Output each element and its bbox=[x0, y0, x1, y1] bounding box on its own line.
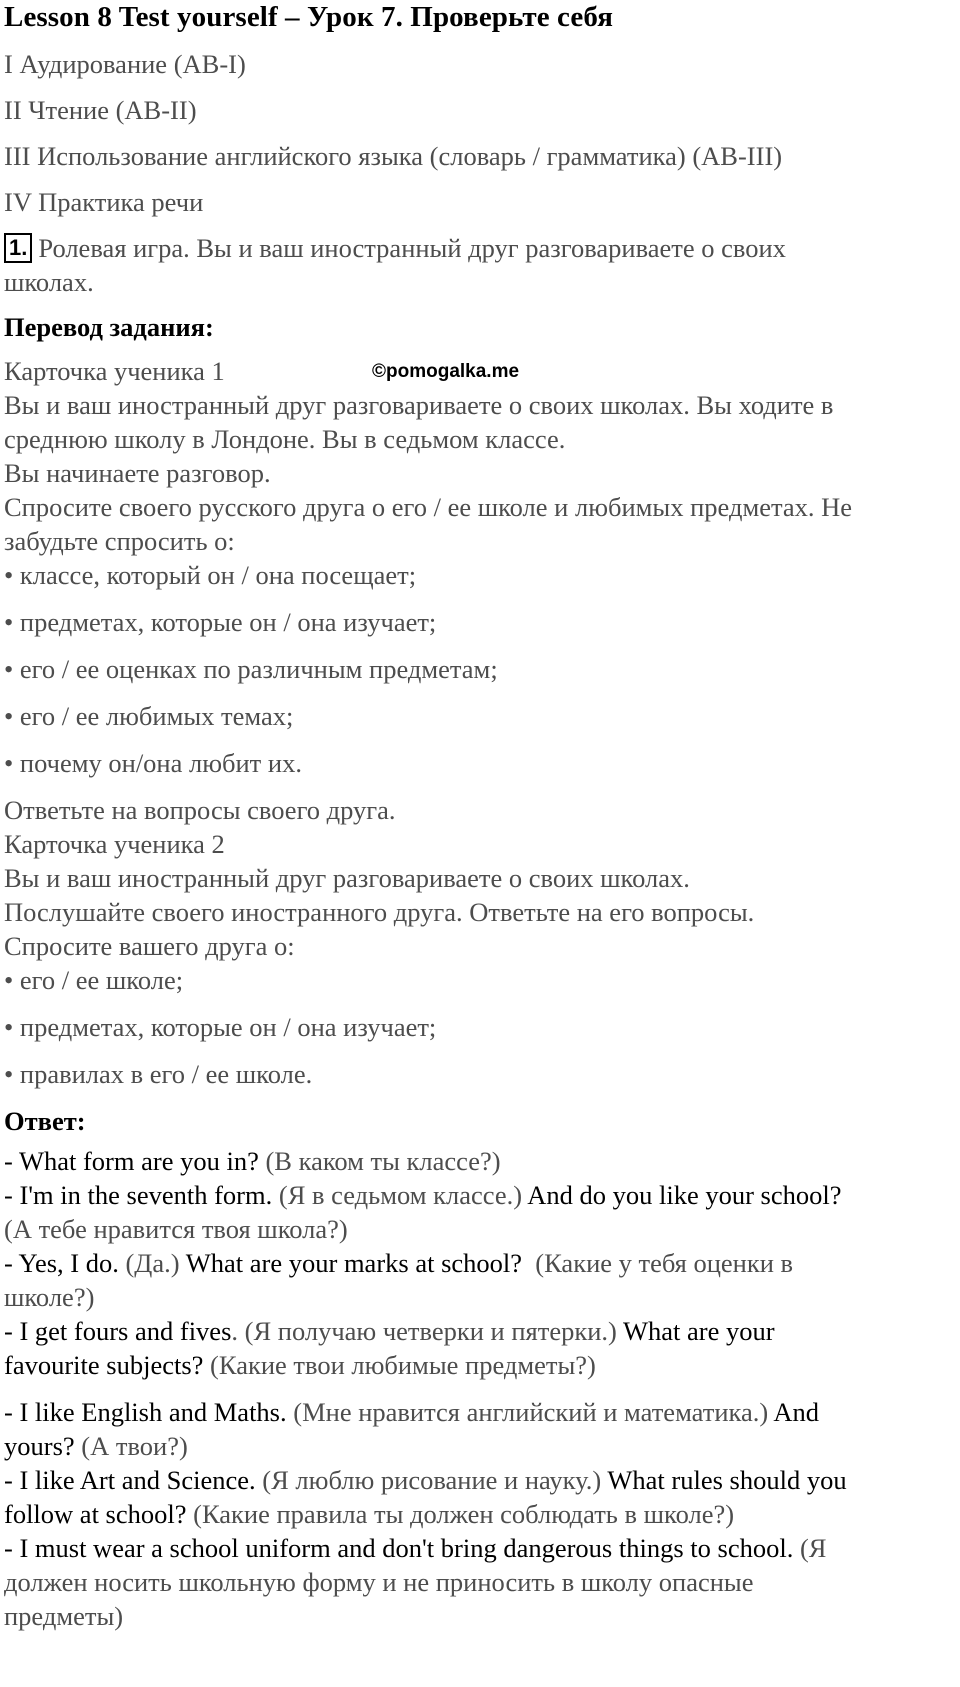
answer-header: Ответ: bbox=[4, 1106, 86, 1136]
card1-closing: Ответьте на вопросы своего друга. bbox=[4, 795, 396, 825]
answer-dialogue bbox=[4, 1144, 956, 1633]
dialogue-line bbox=[4, 1144, 956, 1178]
card2-line: Спросите вашего друга о: bbox=[4, 931, 295, 961]
dialogue-line bbox=[4, 1212, 956, 1246]
english-text: - I get fours and fives bbox=[4, 1316, 232, 1346]
russian-translation: (А тебе нравится твоя школа?) bbox=[4, 1214, 348, 1244]
dialogue-line bbox=[4, 1178, 956, 1212]
section-reading: II Чтение (AB-II) bbox=[4, 95, 197, 125]
card1-bullet: • предметах, которые он / она изучает; bbox=[4, 607, 437, 637]
russian-translation: предметы) bbox=[4, 1601, 124, 1631]
task-text-line1: Ролевая игра. Вы и ваш иностранный друг разговариваете о своих bbox=[38, 233, 786, 263]
section-speaking: IV Практика речи bbox=[4, 187, 204, 217]
dialogue-line bbox=[4, 1429, 956, 1463]
english-text: - I'm in the seventh form. bbox=[4, 1180, 273, 1210]
dialogue-line bbox=[4, 1497, 956, 1531]
english-text: - I must wear a school uniform and don't bring dangerous things to school. bbox=[4, 1533, 794, 1563]
russian-translation: (Какие правила ты должен соблюдать в школе?) bbox=[186, 1499, 735, 1529]
english-text: What are your marks at school? bbox=[179, 1248, 523, 1278]
card1-bullet: • его / ее любимых темах; bbox=[4, 701, 294, 731]
dialogue-line bbox=[4, 1565, 956, 1599]
page-title: Lesson 8 Test yourself – Урок 7. Проверьте себя bbox=[4, 1, 613, 33]
russian-translation: (Я bbox=[793, 1533, 827, 1563]
card2-bullet: • правилах в его / ее школе. bbox=[4, 1059, 313, 1089]
russian-translation: школе?) bbox=[4, 1282, 95, 1312]
russian-translation: должен носить школьную форму и не приносить в школу опасные bbox=[4, 1567, 754, 1597]
watermark: ©pomogalka.me bbox=[372, 361, 520, 382]
english-text: - What form are you in? bbox=[4, 1146, 259, 1176]
card2-bullet: • его / ее школе; bbox=[4, 965, 184, 995]
russian-translation: (Да.) bbox=[118, 1248, 180, 1278]
russian-translation: (Мне нравится английский и математика.) bbox=[286, 1397, 769, 1427]
section-use-of-english: III Использование английского языка (словарь / грамматика) (AB-III) bbox=[4, 141, 783, 171]
dialogue-line bbox=[4, 1246, 956, 1280]
card1-title-row bbox=[4, 354, 956, 388]
card2-title: Карточка ученика 2 bbox=[4, 829, 225, 859]
english-text: And bbox=[768, 1397, 819, 1427]
english-text: - Yes, I do. bbox=[4, 1248, 119, 1278]
russian-translation: (А твои?) bbox=[74, 1431, 188, 1461]
document bbox=[4, 0, 956, 1633]
dialogue-line bbox=[4, 1463, 956, 1497]
dialogue-line bbox=[4, 1314, 956, 1348]
english-text: What are your bbox=[616, 1316, 775, 1346]
card1-line: Вы и ваш иностранный друг разговариваете о своих школах. Вы ходите в bbox=[4, 390, 834, 420]
task-text-line2: школах. bbox=[4, 267, 94, 297]
card1-bullet: • почему он/она любит их. bbox=[4, 748, 302, 778]
english-text: favourite subjects? bbox=[4, 1350, 204, 1380]
card2-bullet: • предметах, которые он / она изучает; bbox=[4, 1012, 437, 1042]
english-text: - I like English and Maths. bbox=[4, 1397, 287, 1427]
english-text: yours? bbox=[4, 1431, 75, 1461]
card1-bullet: • его / ее оценках по различным предметам; bbox=[4, 654, 498, 684]
task-number-badge: 1. bbox=[4, 233, 32, 263]
russian-translation: (Я в седьмом классе.) bbox=[272, 1180, 523, 1210]
dialogue-line bbox=[4, 1395, 956, 1429]
card2-line: Послушайте своего иностранного друга. Ответьте на его вопросы. bbox=[4, 897, 755, 927]
card1-line: забудьте спросить о: bbox=[4, 526, 235, 556]
card1-line: среднюю школу в Лондоне. Вы в седьмом классе. bbox=[4, 424, 566, 454]
english-text: And do you like your school? bbox=[522, 1180, 842, 1210]
card2-line: Вы и ваш иностранный друг разговариваете о своих школах. bbox=[4, 863, 690, 893]
russian-translation: (Я люблю рисование и науку.) bbox=[255, 1465, 602, 1495]
translation-header: Перевод задания: bbox=[4, 312, 214, 342]
card1-title: Карточка ученика 1 bbox=[4, 356, 225, 386]
english-text: - I like Art and Science. bbox=[4, 1465, 256, 1495]
section-listening: I Аудирование (AB-I) bbox=[4, 49, 246, 79]
dialogue-line bbox=[4, 1599, 956, 1633]
dialogue-line bbox=[4, 1348, 956, 1382]
russian-translation: (Какие у тебя оценки в bbox=[522, 1248, 794, 1278]
card1-line: Спросите своего русского друга о его / ее школе и любимых предметах. Не bbox=[4, 492, 853, 522]
english-text: What rules should you bbox=[601, 1465, 847, 1495]
task-1 bbox=[4, 231, 956, 299]
russian-translation: . (Я получаю четверки и пятерки.) bbox=[231, 1316, 617, 1346]
dialogue-line bbox=[4, 1280, 956, 1314]
card1-bullet: • классе, который он / она посещает; bbox=[4, 560, 417, 590]
dialogue-line bbox=[4, 1531, 956, 1565]
russian-translation: (Какие твои любимые предметы?) bbox=[203, 1350, 596, 1380]
russian-translation: (В каком ты классе?) bbox=[258, 1146, 501, 1176]
card1-line: Вы начинаете разговор. bbox=[4, 458, 271, 488]
english-text: follow at school? bbox=[4, 1499, 187, 1529]
